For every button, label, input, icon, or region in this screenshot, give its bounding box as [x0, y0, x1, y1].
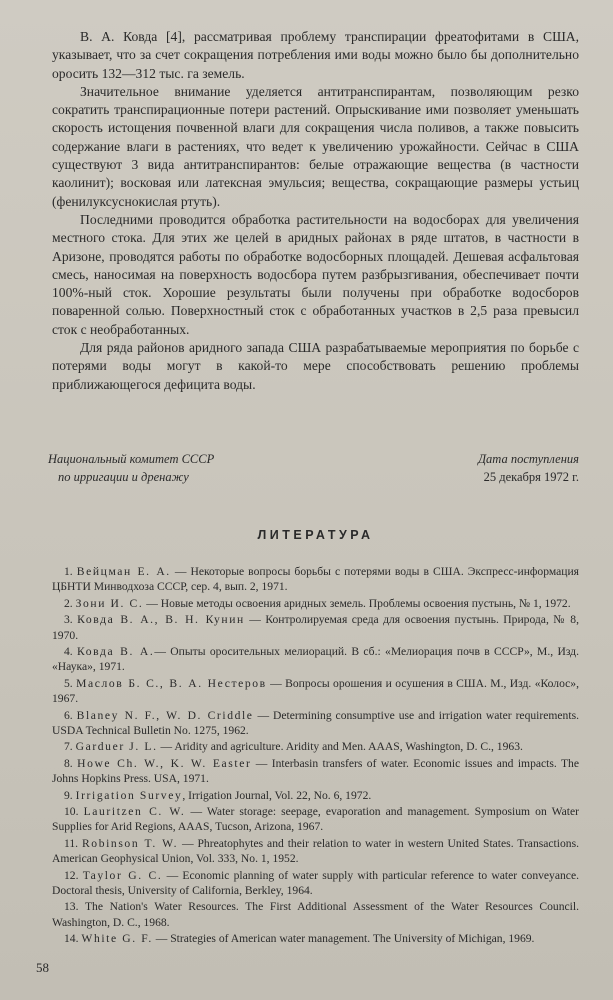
reference-author: White G. F.: [81, 932, 153, 946]
reference-text: — Контролируемая среда для освоения пустынь. Природа, № 8, 1970.: [52, 613, 579, 642]
reference-text: — Опыты оросительных мелиораций. В сб.: «Мелиорация почв в СССР», М., Изд. «Наука», 1971.: [52, 644, 579, 674]
reference-list: [52, 564, 579, 947]
signature-block: [48, 450, 579, 496]
reference-number: 11.: [64, 836, 79, 850]
reference-author: Ковда В. А., В. Н. Кунин: [77, 613, 245, 627]
reference-number: 12.: [64, 868, 79, 882]
reference-number: 10.: [64, 805, 79, 819]
reference-item: [52, 676, 579, 707]
section-title: ЛИТЕРАТУРА: [257, 527, 374, 542]
reference-author: Вейцман Е. А.: [76, 564, 171, 578]
organization: [48, 450, 214, 486]
reference-number: 6.: [64, 708, 73, 722]
reference-text: The Nation's Water Resources. The First Additional Assessment of the Water Resources Council. Washington, D. C., 1968.: [52, 900, 579, 929]
paragraph-4: Для ряда районов аридного запада США разрабатываемые мероприятия по борьбе с потерями воды могут в какой-то мере способствовать решению проблемы приближающегося дефицита воды.: [52, 340, 579, 392]
reference-item: [52, 788, 579, 803]
reference-text: — Economic planning of water supply with particular reference to water conveyance. Doctoral thesis, University of California, Berkley, 1964.: [52, 868, 579, 898]
organization-line-1: Национальный комитет СССР: [48, 451, 215, 466]
reference-author: Blaney N. F., W. D. Criddle: [76, 708, 254, 722]
receipt-date: [478, 450, 579, 486]
reference-text: — Aridity and agriculture. Aridity and Men. AAAS, Washington, D. C., 1963.: [157, 740, 523, 754]
page-number: 58: [36, 960, 49, 975]
reference-item: [52, 804, 579, 835]
reference-number: 5.: [64, 676, 73, 690]
reference-number: 13.: [64, 900, 79, 914]
reference-number: 9.: [64, 788, 73, 802]
body-text: [52, 28, 579, 394]
reference-item: [52, 931, 579, 946]
reference-author: Taylor G. C.: [82, 868, 163, 882]
paragraph-1: В. А. Ковда [4], рассматривая проблему транспирации фреатофитами в США, указывает, что за счет сокращения потребления ими воды можно было бы дополнительно оросить 132—312 тыс. га земель.: [52, 29, 579, 81]
paragraph-2: Значительное внимание уделяется антитранспирантам, позволяющим резко сократить транспирационные потери растений. Опрыскивание ими позволяет уменьшать скорость истощения почвенной влаги для сокращения числа поливов, а также повысить содержание влаги в растениях, что ведет к увеличению урожайности. Сейчас в США существуют 3 вида антитранспирантов: белые отражающие вещества (в частности каолинит); восковая или латексная эмульсия; вещества, сокращающие размеры устьиц (фенилуксуснокислая ртуть).: [52, 83, 579, 209]
reference-text: — Interbasin transfers of water. Economic issues and impacts. The Johns Hopkins Press. USA, 1971.: [52, 756, 579, 786]
reference-item: [52, 899, 579, 930]
reference-author: Ковда В. А.: [77, 644, 155, 658]
date-value: 25 декабря 1972 г.: [483, 469, 579, 484]
reference-item: [52, 868, 579, 899]
reference-text: — Determining consumptive use and irrigation water requirements. USDA Technical Bulletin No. 1275, 1962.: [52, 708, 579, 737]
reference-number: 1.: [64, 564, 73, 578]
reference-item: [52, 564, 579, 595]
reference-text: — Water storage: seepage, evaporation and management. Symposium on Water Supplies for Arid Regions, AAAS, Tucson, Arizona, 1967.: [52, 805, 579, 834]
reference-author: Howe Ch. W., K. W. Easter: [77, 756, 252, 770]
reference-item: [52, 644, 579, 675]
paragraph-3: Последними проводится обработка растительности на водосборах для увеличения местного стока. Для этих же целей в аридных районах в ряде штатов, в частности в Аризоне, проводятся работы по обработке водосборных площадей. Дешевая асфальтовая смесь, наносимая на поверхность водосбора путем разбрызгивания, обеспечивает почти 100%-ный сток. Хорошие результаты были получены при обработке водосборов поваренной солью. Поверхностный сток с обработанных участков в 2,5 раза превысил сток с необработанных.: [52, 211, 579, 337]
reference-number: 14.: [64, 932, 79, 946]
reference-author: Маслов Б. С., В. А. Нестеров: [76, 676, 267, 690]
reference-item: [52, 708, 579, 739]
reference-text: — Phreatophytes and their relation to water in western United States. Transactions. American Geophysical Union, Vol. 333, No. 1, 1952.: [52, 836, 580, 866]
reference-number: 4.: [64, 644, 73, 658]
reference-author: Lauritzen C. W.: [83, 805, 186, 819]
reference-item: [52, 739, 579, 754]
reference-item: [52, 756, 579, 787]
organization-line-2: по ирригации и дренажу: [58, 469, 189, 484]
reference-number: 3.: [64, 613, 73, 627]
reference-number: 2.: [64, 596, 73, 610]
reference-author: Garduer J. L.: [75, 740, 158, 754]
reference-text: — Новые методы освоения аридных земель. Проблемы освоения пустынь, № 1, 1972.: [143, 596, 571, 610]
reference-item: [52, 612, 579, 643]
reference-number: 7.: [64, 740, 73, 754]
reference-author: Зони И. С.: [75, 596, 144, 610]
reference-item: [52, 836, 579, 867]
reference-text: — Некоторые вопросы борьбы с потерями воды в США. Экспресс-информация ЦБНТИ Минводхоза СССР, сер. 4, вып. 2, 1971.: [52, 564, 579, 594]
reference-author: Robinson T. W.: [81, 836, 179, 850]
reference-text: — Strategies of American water management. The University of Michigan, 1969.: [152, 932, 535, 946]
reference-number: 8.: [64, 756, 73, 770]
reference-text: , Irrigation Journal, Vol. 22, No. 6, 1972.: [182, 788, 372, 802]
reference-text: — Вопросы орошения и осушения в США. М., Изд. «Колос», 1967.: [52, 676, 580, 706]
date-label: Дата поступления: [478, 451, 579, 466]
reference-item: [52, 596, 579, 611]
reference-author: Irrigation Survey: [75, 788, 183, 802]
